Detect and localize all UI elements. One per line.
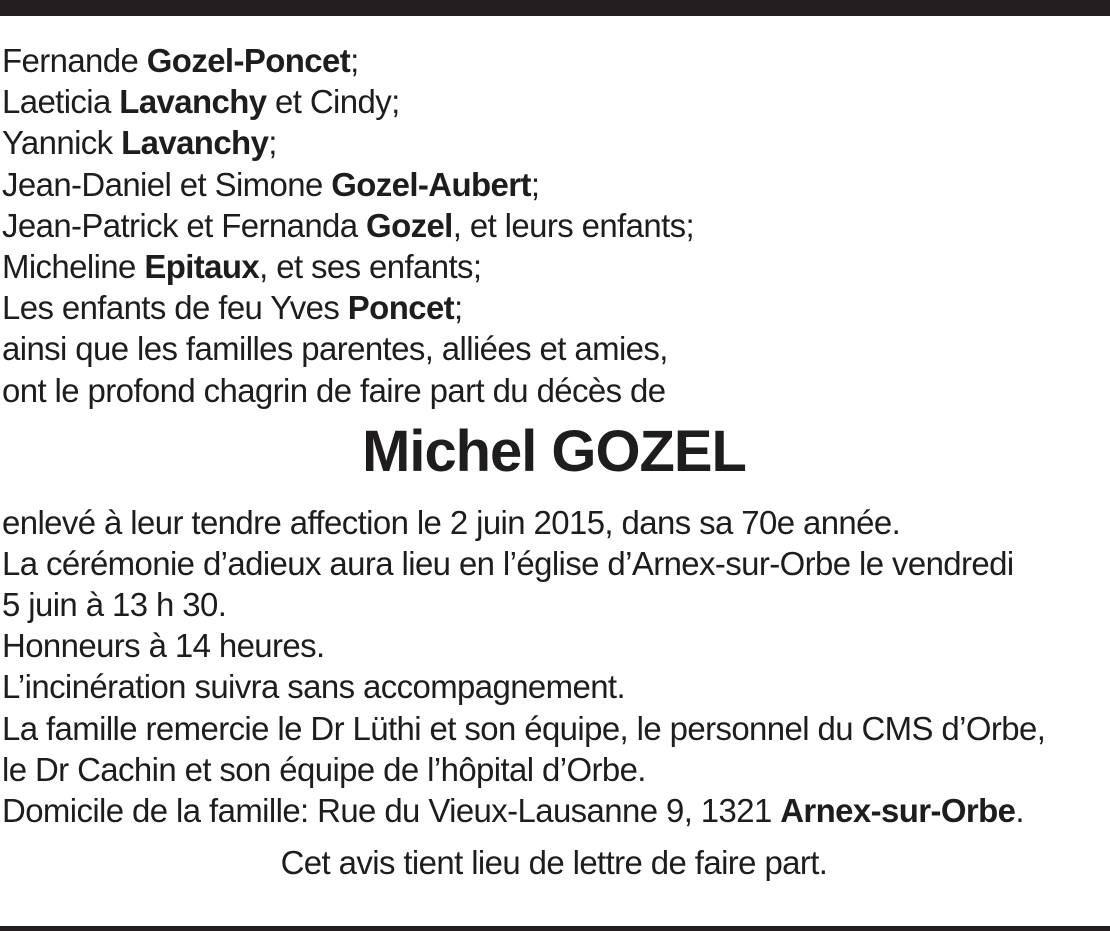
family-line: Jean-Patrick et Fernanda Gozel, et leurs enfants; (2, 206, 695, 244)
detail-line: Domicile de la famille: Rue du Vieux-Lausanne 9, 1321 Arnex-sur-Orbe. (2, 792, 1024, 829)
family-list (2, 40, 1108, 411)
family-line: Laeticia Lavanchy et Cindy; (2, 83, 400, 121)
family-line: Yannick Lavanchy; (2, 124, 277, 162)
detail-line: L’incinération suivra sans accompagnement. (2, 668, 626, 706)
family-line: Jean-Daniel et Simone Gozel-Aubert; (2, 165, 540, 203)
family-line: Micheline Epitaux, et ses enfants; (2, 247, 482, 285)
bottom-border-rule (0, 926, 1110, 931)
detail-line: La cérémonie d’adieux aura lieu en l’église d’Arnex-sur-Orbe le vendredi (2, 544, 1014, 582)
detail-line: La famille remercie le Dr Lüthi et son équipe, le personnel du CMS d’Orbe, (2, 709, 1046, 747)
family-line: ont le profond chagrin de faire part du décès de (2, 371, 666, 409)
family-line: ainsi que les familles parentes, alliées et amies, (2, 330, 668, 368)
details-list (2, 502, 1108, 832)
detail-line: Honneurs à 14 heures. (2, 627, 325, 665)
detail-line: le Dr Cachin et son équipe de l’hôpital d’Orbe. (2, 750, 646, 788)
detail-line: enlevé à leur tendre affection le 2 juin 2015, dans sa 70e année. (2, 503, 901, 541)
obituary-notice (2, 40, 1108, 883)
detail-line: 5 juin à 13 h 30. (2, 586, 227, 624)
closing-note: Cet avis tient lieu de lettre de faire part. (280, 844, 828, 882)
top-border-rule (0, 0, 1110, 16)
family-line: Fernande Gozel-Poncet; (2, 42, 359, 79)
family-line: Les enfants de feu Yves Poncet; (2, 289, 463, 327)
deceased-name: Michel GOZEL (362, 418, 746, 484)
